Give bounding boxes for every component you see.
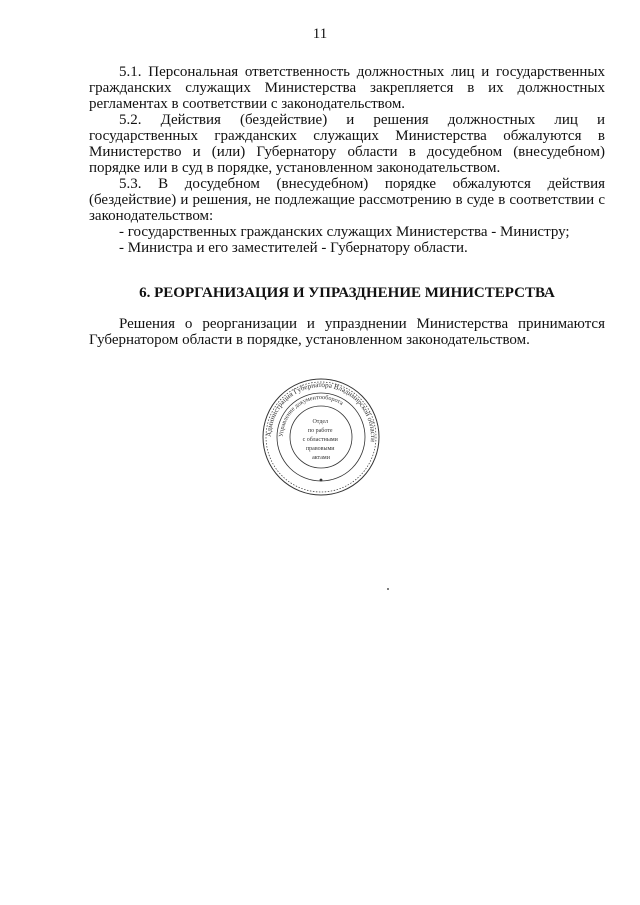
paragraph-5-2: 5.2. Действия (бездействие) и решения должностных лиц и государственных гражданских служащих Министерства обжалуются в Министерство и (или) Губернатору области в досудебном (внесудебном) порядке или в суд в порядке, установленном законодательством. xyxy=(89,112,605,176)
svg-text:Отдел по работе с xyxy=(303,419,340,461)
seal-center-line: актами xyxy=(312,455,330,461)
seal-center-line: по работе xyxy=(307,428,333,434)
list-item: - государственных гражданских служащих Министерства - Министру; xyxy=(119,224,570,240)
list-item: - Министра и его заместителей - Губернатору области. xyxy=(119,240,468,256)
stray-dot xyxy=(387,588,389,590)
seal-graphic xyxy=(262,378,380,496)
paragraph-5-3: 5.3. В досудебном (внесудебном) порядке обжалуются действия (бездействие) и решения, не подлежащие рассмотрению в суде в соответствии с законодательством: xyxy=(89,176,605,224)
seal-outer-text: Администрация Губернатора Владимирской области xyxy=(264,380,378,443)
seal-inner-text: Управление документооборота xyxy=(277,393,345,438)
paragraph-6: Решения о реорганизации и упразднении Министерства принимаются Губернатором области в порядке, установленном законодательством. xyxy=(89,316,605,348)
seal-center-line: с областными xyxy=(302,437,338,443)
paragraph-5-1: 5.1. Персональная ответственность должностных лиц и государственных гражданских служащих Министерства закрепляется в их должностных регламентах в соответствии с законодательством. xyxy=(89,64,605,112)
page-number: 11 xyxy=(312,26,328,42)
official-seal xyxy=(262,378,380,496)
seal-center-line: Отдел xyxy=(312,419,329,425)
seal-center-line: правовыми xyxy=(305,446,335,452)
document-body xyxy=(89,64,605,348)
section-heading: 6. РЕОРГАНИЗАЦИЯ И УПРАЗДНЕНИЕ МИНИСТЕРСТВА xyxy=(139,285,555,301)
